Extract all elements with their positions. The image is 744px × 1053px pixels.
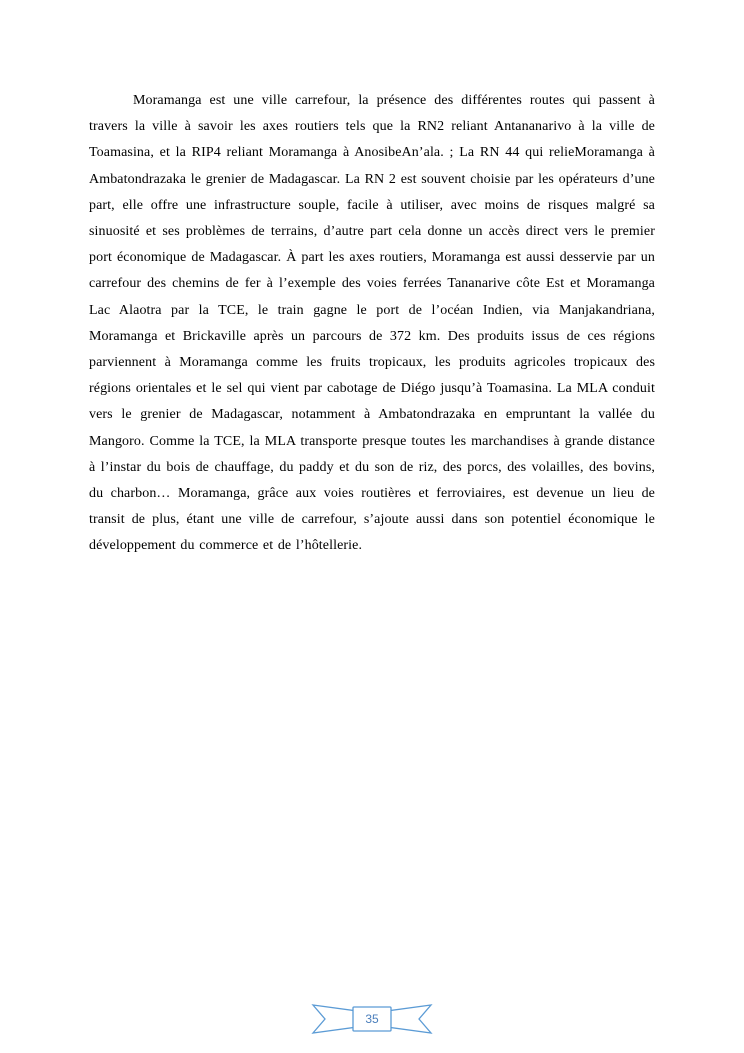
page-number: 35 [365,1012,379,1026]
ribbon-banner-icon [307,997,437,1035]
ribbon-left-tail-icon [313,1005,357,1033]
body-text-paragraph: Moramanga est une ville carrefour, la présence des différentes routes qui passent à travers la ville à savoir les axes routiers tels que la RN2 reliant Antananarivo à la ville de Toamasina, et la RIP4 reliant Moramanga à AnosibeAn’ala. ; La RN 44 qui relieMoramanga à Ambatondrazaka le grenier de Madagascar. La RN 2 est souvent choisie par les opérateurs d’une part, elle offre une infrastructure souple, facile à utiliser, avec moins de risques malgré sa sinuosité et ses problèmes de terrains, d’autre part cela donne un accès direct vers le premier port économique de Madagascar. À part les axes routiers, Moramanga est aussi desservie par un carrefour des chemins de fer à l’exemple des voies ferrées Tananarive côte Est et Moramanga Lac Alaotra par la TCE, le train gagne le port de l’océan Indien, via Manjakandriana, Moramanga et Brickaville après un parcours de 372 km. Des produits issus de ces régions parviennent à Moramanga comme les fruits tropicaux, les produits agricoles tropicaux des régions orientales et le sel qui vient par cabotage de Diégo jusqu’à Toamasina. La MLA conduit vers le grenier de Madagascar, notamment à Ambatondrazaka en empruntant la vallée du Mangoro. Comme la TCE, la MLA transporte presque toutes les marchandises à grande distance à l’instar du bois de chauffage, du paddy et du son de riz, des porcs, des volailles, des bovins, du charbon… Moramanga, grâce aux voies routières et ferroviaires, est devenue un lieu de transit de plus, étant une ville de carrefour, s’ajoute aussi dans son potentiel économique le développement du commerce et de l’hôtellerie. [89,93,655,554]
ribbon-right-tail-icon [387,1005,431,1033]
page-number-ribbon [307,997,437,1035]
